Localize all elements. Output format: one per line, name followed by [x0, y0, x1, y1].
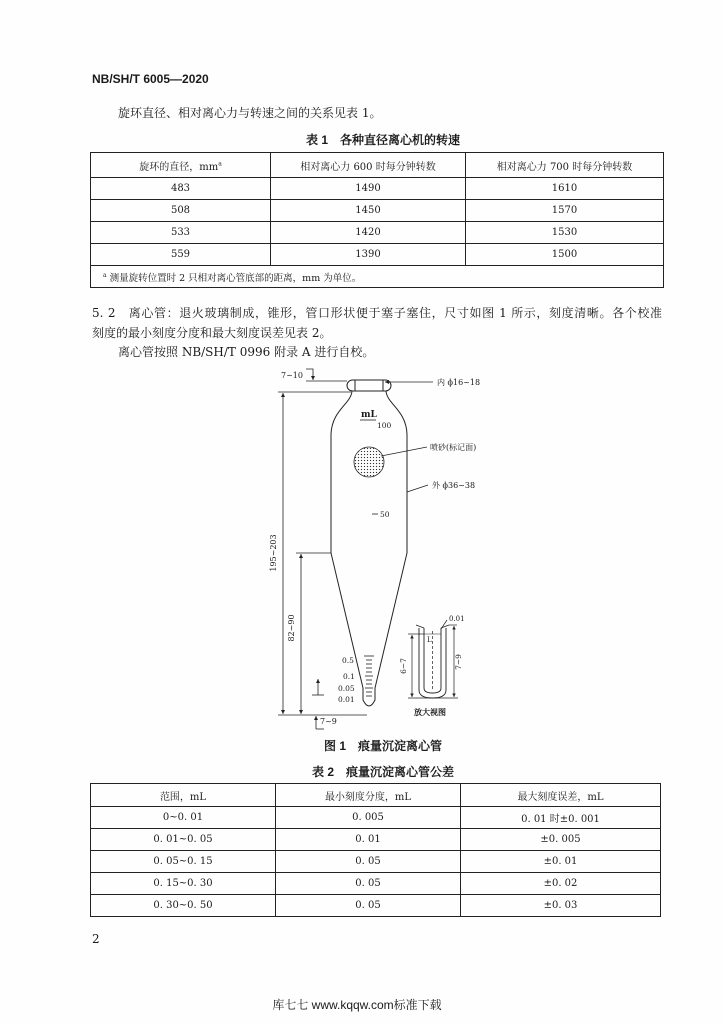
- table-row: [91, 873, 661, 895]
- mark-0-01-label: 0.01: [338, 695, 355, 704]
- mark-0-05-label: 0.05: [338, 684, 355, 693]
- table1: [90, 152, 664, 288]
- table2-cell: ±0. 02: [461, 873, 661, 895]
- table-row: [91, 807, 661, 829]
- sandblast-area: [354, 447, 384, 477]
- table1-footnote: [91, 266, 664, 288]
- intro-paragraph: 旋环直径、相对离心力与转速之间的关系见表 1。: [118, 106, 382, 120]
- table-row: [91, 222, 664, 244]
- table1-cell: 483: [91, 178, 271, 200]
- magnified-width-label: 6~7: [399, 658, 408, 674]
- magnified-caption: 放大视图: [414, 707, 446, 717]
- table2-cell: 0. 01~0. 05: [91, 829, 276, 851]
- table2-cell: 0. 15~0. 30: [91, 873, 276, 895]
- tip-length-label: 7~9: [320, 717, 337, 726]
- table2-cell: 0. 30~0. 50: [91, 895, 276, 917]
- section-5-2-line2: 刻度的最小刻度分度和最大刻度误差见表 2。: [92, 326, 332, 340]
- total-length-label: 195~203: [269, 534, 278, 572]
- figure1-diagram: [255, 360, 505, 732]
- page-number: 2: [92, 932, 100, 946]
- table2-cell: 0. 05: [276, 873, 461, 895]
- table1-cell: 508: [91, 200, 271, 222]
- magnified-mark-label: 0.01: [449, 615, 465, 623]
- mark-100-label: 100: [377, 421, 392, 430]
- table2-header-min-division: 最小刻度分度，mL: [276, 784, 461, 807]
- mark-0-1-label: 0.1: [343, 672, 355, 681]
- table-row: [91, 829, 661, 851]
- table1-cell: 1390: [271, 244, 466, 266]
- table2-cell: ±0. 01: [461, 851, 661, 873]
- table2-cell: 0. 01: [276, 829, 461, 851]
- table1-footnote-row: [91, 266, 664, 288]
- table1-cell: 1570: [466, 200, 664, 222]
- table2-cell: 0~0. 01: [91, 807, 276, 829]
- self-calibration-note: 离心管按照 NB/SH/T 0996 附录 A 进行自校。: [118, 345, 375, 359]
- table2-header-range: 范围，mL: [91, 784, 276, 807]
- mark-50-label: 50: [380, 510, 390, 519]
- table2-cell: 0. 05: [276, 895, 461, 917]
- table2-cell: 0. 01 时±0. 001: [461, 807, 661, 829]
- table1-cell: 1490: [271, 178, 466, 200]
- section-5-2-line1: 5. 2 离心管：退火玻璃制成，锥形，管口形状便于塞子塞住，尺寸如图 1 所示，刻度清晰。各个校准: [92, 306, 662, 320]
- footnote-marker: a: [218, 160, 222, 168]
- table1-header-rcf600: 相对离心力 600 时每分钟转数: [271, 153, 466, 178]
- footnote-marker: a: [103, 271, 107, 279]
- table1-cell: 1420: [271, 222, 466, 244]
- table1-cell: 1610: [466, 178, 664, 200]
- unit-label: mL: [361, 410, 377, 420]
- tube-lip: [347, 380, 391, 391]
- footer-watermark: 库七七 www.kqqw.com标准下载: [272, 998, 442, 1012]
- table2-cell: 0. 005: [276, 807, 461, 829]
- table2-cell: 0. 05: [276, 851, 461, 873]
- neck-height-label: 7~10: [281, 371, 303, 380]
- table1-cell: 1530: [466, 222, 664, 244]
- table1-title: 表 1 各种直径离心机的转速: [305, 133, 460, 147]
- header-text: 旋环的直径，mm: [139, 161, 219, 173]
- table1-header-diameter: [91, 153, 271, 178]
- table-row: [91, 178, 664, 200]
- table1-cell: 533: [91, 222, 271, 244]
- table2-cell: ±0. 005: [461, 829, 661, 851]
- cone-length-label: 82~90: [287, 614, 296, 642]
- section-5-2: [92, 303, 662, 343]
- mark-0-5-label: 0.5: [342, 656, 354, 665]
- table1-header-rcf700: 相对离心力 700 时每分钟转数: [466, 153, 664, 178]
- standard-code: NB/SH/T 6005—2020: [92, 72, 209, 86]
- table-row: [91, 200, 664, 222]
- footnote-text: 测量旋转位置时 2 只相对离心管底部的距离，mm 为单位。: [106, 272, 362, 284]
- table2-header-max-error: 最大刻度误差，mL: [461, 784, 661, 807]
- table2-header-row: [91, 784, 661, 807]
- magnified-L-label: L: [427, 636, 432, 644]
- sandblast-label: 喷砂(标记面): [430, 443, 477, 452]
- magnified-height-label: 7~9: [454, 654, 463, 670]
- table1-cell: 1500: [466, 244, 664, 266]
- table2: [90, 783, 661, 917]
- table1-cell: 1450: [271, 200, 466, 222]
- table-row: [91, 851, 661, 873]
- table2-title: 表 2 痕量沉淀离心管公差: [311, 765, 454, 779]
- table1-header-row: [91, 153, 664, 178]
- table2-cell: ±0. 03: [461, 895, 661, 917]
- inner-diameter-label: 内 ϕ16~18: [437, 378, 481, 387]
- outer-diameter-label: 外 ϕ36~38: [432, 481, 476, 490]
- table1-cell: 559: [91, 244, 271, 266]
- table2-cell: 0. 05~0. 15: [91, 851, 276, 873]
- table-row: [91, 895, 661, 917]
- magnified-tube: [416, 620, 449, 698]
- figure1-caption: 图 1 痕量沉淀离心管: [323, 739, 442, 753]
- table-row: [91, 244, 664, 266]
- magnified-dimension-lines: [408, 625, 458, 698]
